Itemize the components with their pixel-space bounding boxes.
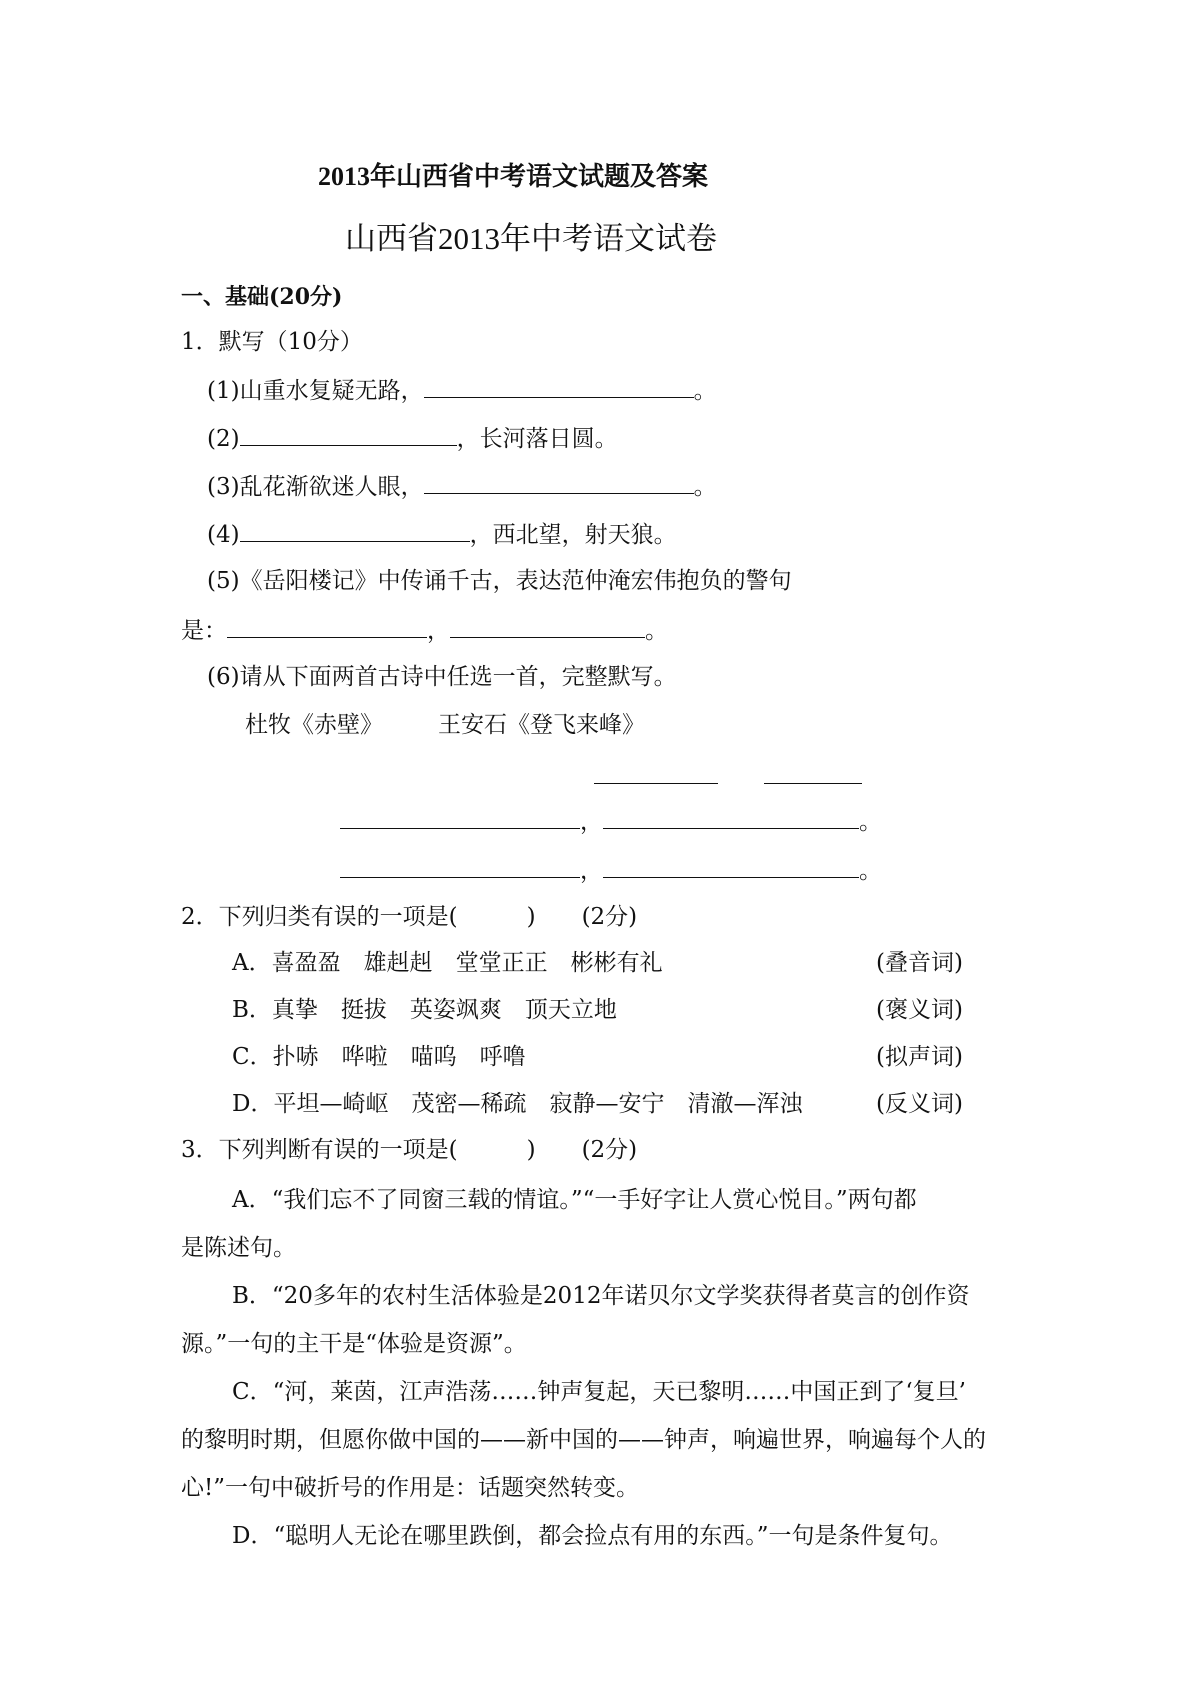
paper-title: 山西省2013年中考语文试卷 <box>345 221 717 256</box>
q3-option-c-line3: 心!”一句中破折号的作用是：话题突然转变。 <box>181 1475 640 1501</box>
poem-line-2 <box>340 855 882 885</box>
answer-blank[interactable] <box>450 615 645 638</box>
answer-blank[interactable] <box>240 423 457 446</box>
q3-option-b-line1: B．“20多年的农村生活体验是2012年诺贝尔文学奖获得者莫言的创作资 <box>232 1283 970 1309</box>
item-number: (3) <box>207 474 240 500</box>
comma: ， <box>580 809 603 835</box>
comma: ， <box>580 858 603 884</box>
answer-blank[interactable] <box>227 615 427 638</box>
q2-option-b: B．真挚 挺拔 英姿飒爽 顶天立地 <box>232 997 617 1023</box>
q1-stem: 1．默写（10分） <box>181 329 363 355</box>
q1-item-5-line1: (5)《岳阳楼记》中传诵千古，表达范仲淹宏伟抱负的警句 <box>207 568 792 594</box>
poem-title-blank[interactable] <box>594 783 718 784</box>
period: 。 <box>859 858 882 884</box>
item-text: 。 <box>693 474 717 500</box>
q2-option-b-tag: (褒义词) <box>876 997 963 1023</box>
q2-option-c-tag: (拟声词) <box>876 1044 963 1070</box>
item-number: (1) <box>207 378 240 404</box>
answer-blank[interactable] <box>424 375 694 398</box>
q3-option-c-line1: C．“河，莱茵，江声浩荡……钟声复起，天已黎明……中国正到了‘复旦’ <box>232 1379 966 1405</box>
q1-item-4 <box>207 519 677 549</box>
poem-author-blank[interactable] <box>764 783 862 784</box>
item-text: 。 <box>645 618 668 644</box>
item-text: 是： <box>181 618 227 644</box>
item-text: 。 <box>693 378 717 404</box>
answer-blank[interactable] <box>240 519 470 542</box>
q3-stem: 3．下列判断有误的一项是( ) (2分) <box>181 1137 638 1163</box>
q2-option-a-tag: (叠音词) <box>876 950 963 976</box>
item-number: (2) <box>207 426 240 452</box>
q2-option-a: A．喜盈盈 雄赳赳 堂堂正正 彬彬有礼 <box>232 950 663 976</box>
section-heading: 一、基础(20分) <box>181 284 343 310</box>
period: 。 <box>859 809 882 835</box>
q1-item-2 <box>207 423 618 453</box>
answer-blank[interactable] <box>603 806 859 829</box>
answer-blank[interactable] <box>603 855 859 878</box>
q2-stem: 2．下列归类有误的一项是( ) (2分) <box>181 904 638 930</box>
q3-option-a-line1: A．“我们忘不了同窗三载的情谊。”“一手好字让人赏心悦目。”两句都 <box>232 1187 917 1213</box>
answer-blank[interactable] <box>340 855 580 878</box>
document-title: 2013年山西省中考语文试题及答案 <box>318 162 709 191</box>
poem-option-1: 杜牧《赤壁》 <box>245 712 383 738</box>
item-number: (4) <box>207 522 240 548</box>
q1-item-3 <box>207 471 717 501</box>
q3-option-c-line2: 的黎明时期，但愿你做中国的——新中国的——钟声，响遍世界，响遍每个人的 <box>181 1427 986 1453</box>
item-text: ，西北望，射天狼。 <box>469 522 677 548</box>
item-text: ， <box>427 618 450 644</box>
q1-item-5-line2 <box>181 615 668 645</box>
answer-blank[interactable] <box>340 806 580 829</box>
answer-blank[interactable] <box>424 471 694 494</box>
q2-option-c: C．扑哧 哗啦 喵呜 呼噜 <box>232 1044 526 1070</box>
q1-item-1 <box>207 375 717 405</box>
poem-option-2: 王安石《登飞来峰》 <box>438 712 645 738</box>
q3-option-b-line2: 源。”一句的主干是“体验是资源”。 <box>181 1331 527 1357</box>
item-text: 乱花渐欲迷人眼， <box>239 474 424 500</box>
q3-option-d-line1: D．“聪明人无论在哪里跌倒，都会捡点有用的东西。”一句是条件复句。 <box>232 1523 953 1549</box>
q2-option-d-tag: (反义词) <box>876 1091 963 1117</box>
poem-line-1 <box>340 806 882 836</box>
item-text: 山重水复疑无路， <box>239 378 424 404</box>
q2-option-d: D．平坦—崎岖 茂密—稀疏 寂静—安宁 清澈—浑浊 <box>232 1091 803 1117</box>
q1-item-6: (6)请从下面两首古诗中任选一首，完整默写。 <box>207 664 677 690</box>
q3-option-a-line2: 是陈述句。 <box>181 1235 296 1261</box>
item-text: ，长河落日圆。 <box>456 426 618 452</box>
